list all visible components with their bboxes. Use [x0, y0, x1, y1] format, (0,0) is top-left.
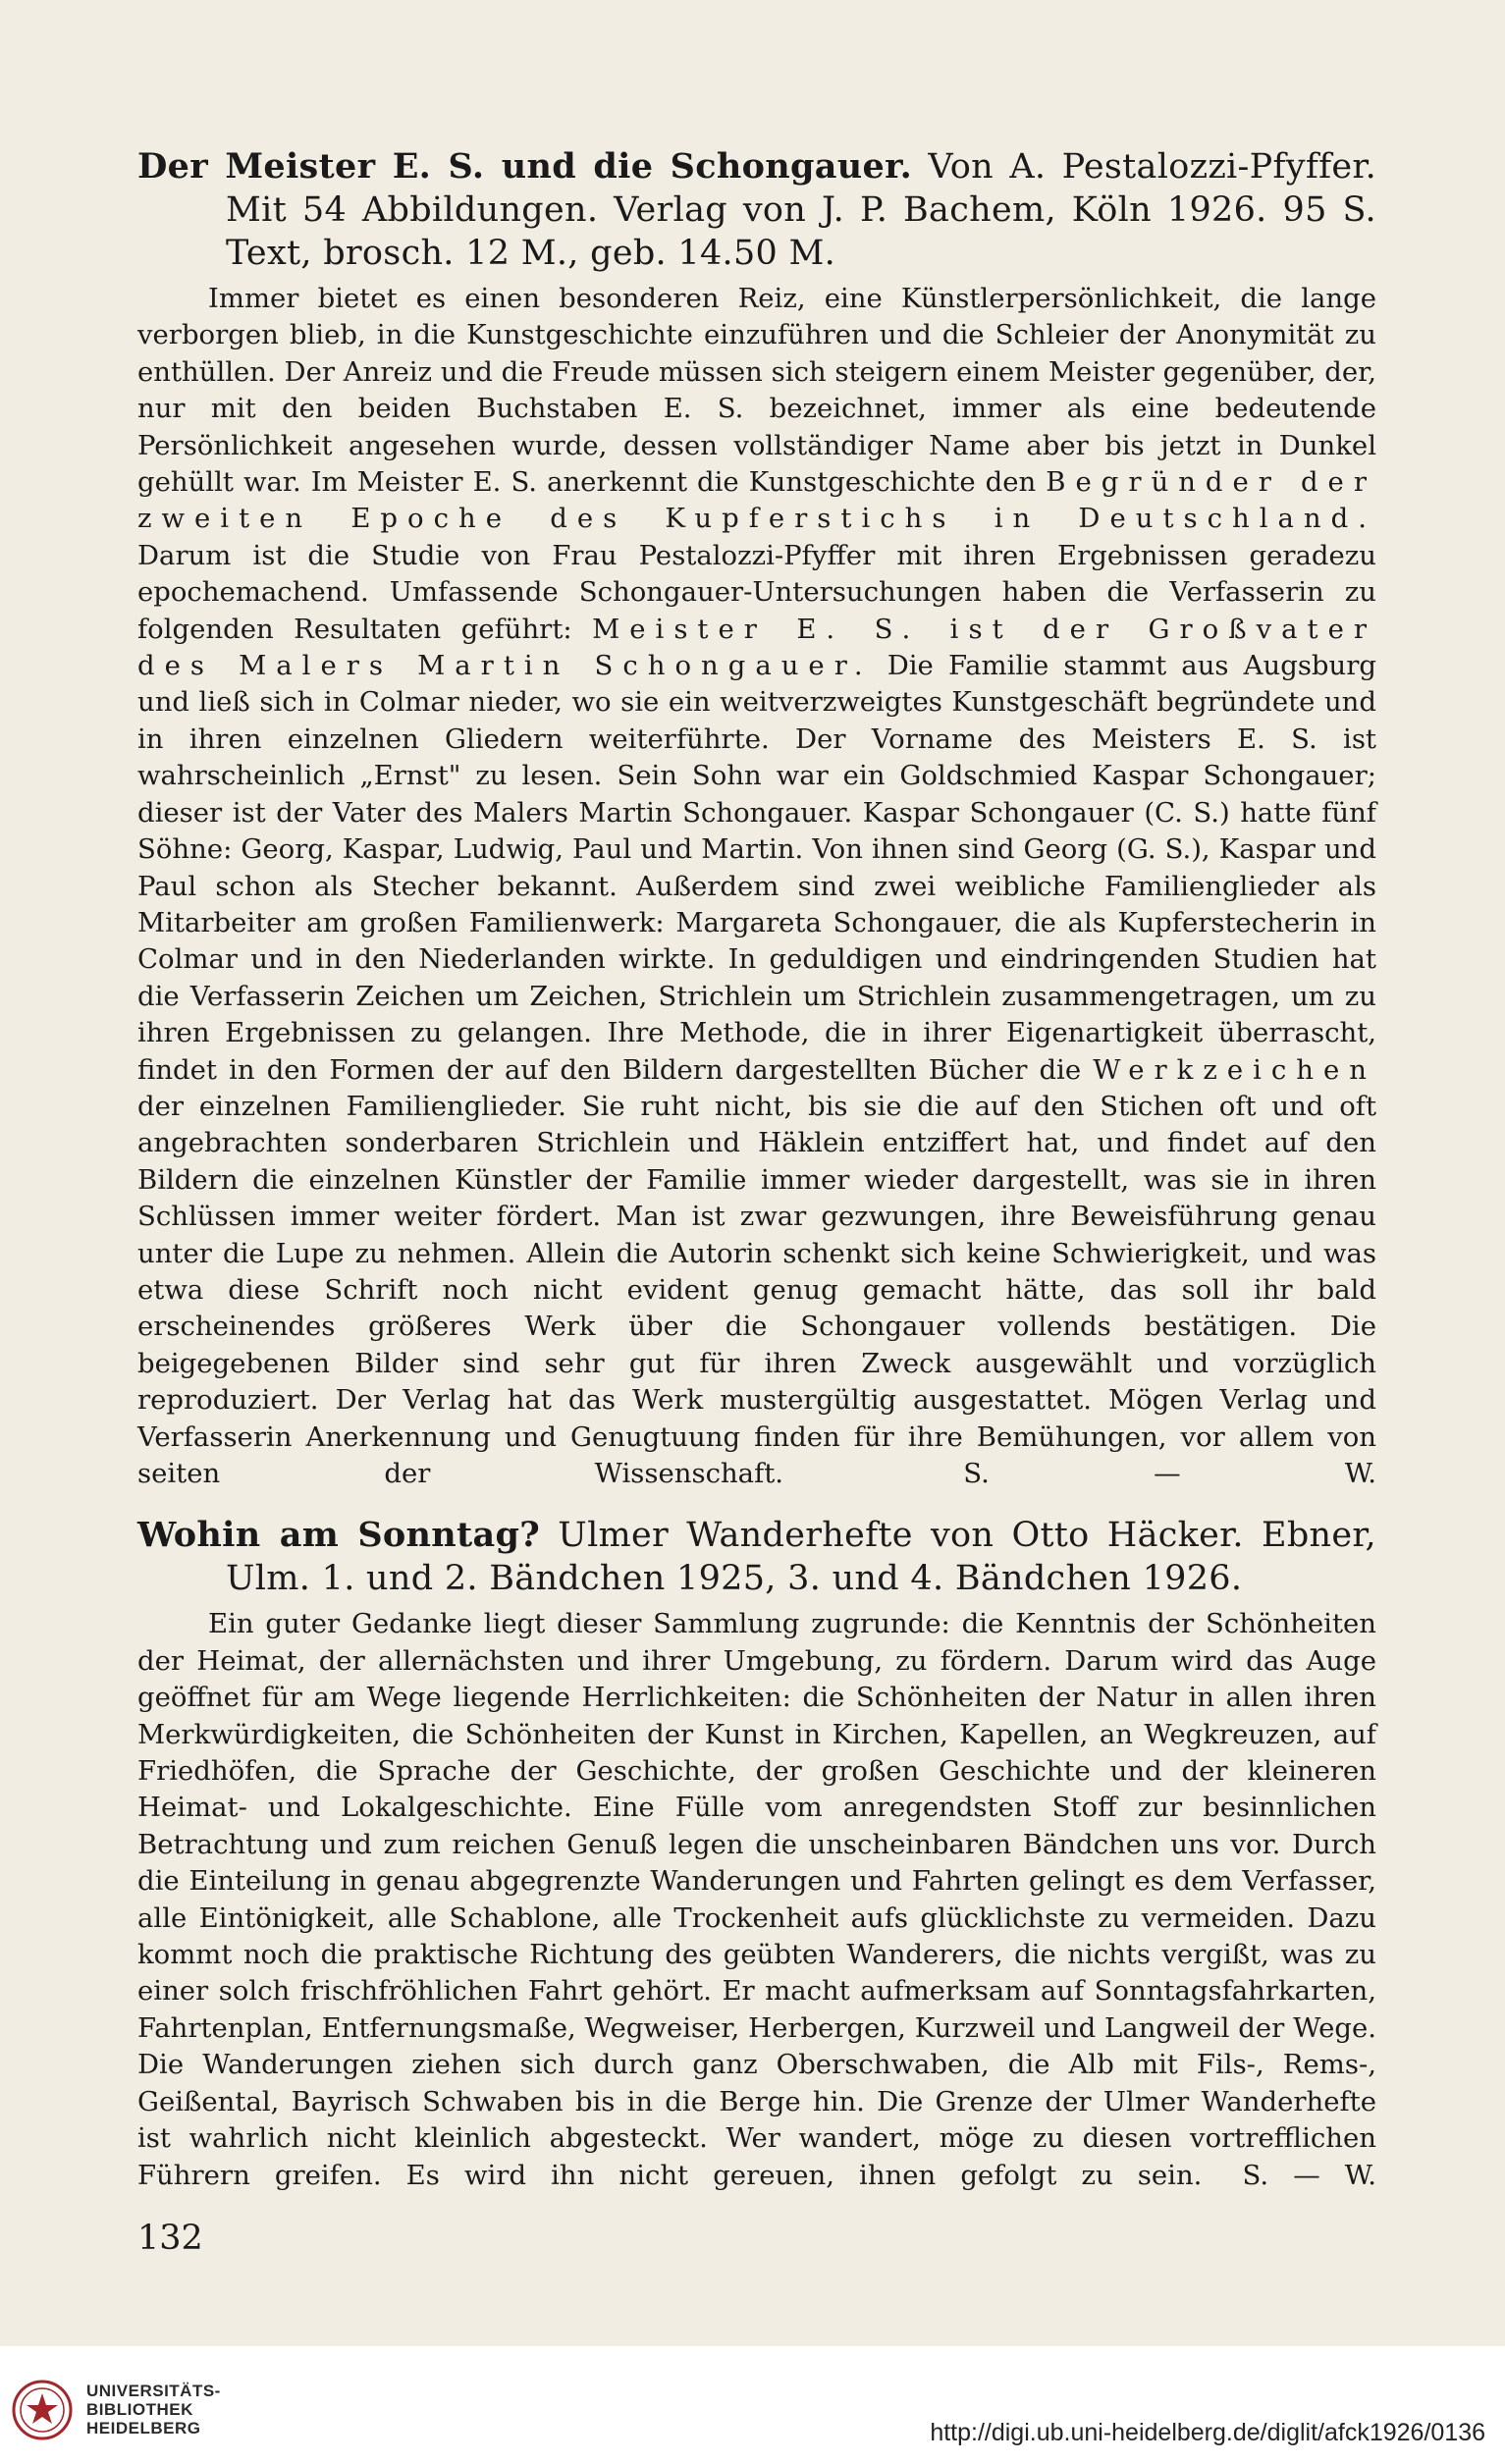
review-2-body — [137, 1606, 1376, 2194]
institution-line: BIBLIOTHEK — [86, 2400, 193, 2419]
source-url[interactable]: http://digi.ub.uni-heidelberg.de/diglit/afck1926/0136 — [930, 2419, 1485, 2446]
review-1 — [137, 145, 1376, 1492]
review-2-title — [137, 1514, 1376, 1600]
review-1-title-bold: Der Meister E. S. und die Schongauer. — [137, 146, 913, 187]
university-seal-icon — [12, 2380, 73, 2440]
review-1-body-part: Die Familie stammt aus Augsburg und ließ sich in Colmar nieder, wo sie ein weitverzweigtes Kunstgeschäft begründete und in ihren einzelnen Gliedern weiterführte. Der Vorname des Meisters E. S. ist wahrscheinlich „Ernst" zu lesen. Sein Sohn war ein Goldschmied Kaspar Schongauer; dieser ist der Vater des Malers Martin Schongauer. Kaspar Schongauer (C. S.) hatte fünf Söhne: Georg, Kaspar, Ludwig, Paul und Martin. Von ihnen sind Georg (G. S.), Kaspar und Paul schon als Stecher bekannt. Außerdem sind zwei weibliche Familienglieder als Mitarbeiter am großen Familienwerk: Margareta Schongauer, die als Kupferstecherin in Colmar und in den Niederlanden wirkte. In geduldigen und eindringenden Studien hat die Verfasserin Zeichen um Zeichen, Strichlein um Strichlein zusammengetragen, um zu ihren Ergebnissen zu gelangen. Ihre Methode, die in ihrer Eigenartigkeit überrascht, findet in den Formen der auf den Bildern dargestellten Bücher die — [137, 650, 1376, 1086]
review-1-signature: S. — W. — [963, 1458, 1376, 1489]
footer-bar — [0, 2346, 1505, 2464]
institution-line: HEIDELBERG — [86, 2419, 201, 2437]
review-1-title-rest: Von A. Pestalozzi-Pfyffer. Mit 54 Abbildungen. Verlag von J. P. Bachem, Köln 1926. 95 S. Text, brosch. 12 M., geb. 14.50 M. — [226, 147, 1376, 273]
review-2-title-rest: Ulmer Wanderhefte von Otto Häcker. Ebner, Ulm. 1. und 2. Bändchen 1925, 3. und 4. Bändchen 1926. — [226, 1516, 1376, 1599]
review-2-signature: S. — W. — [1242, 2159, 1376, 2191]
review-1-emphasis: Begründer der zweiten Epoche des Kupferstichs in Deutschland. — [137, 466, 1376, 535]
review-1-body — [137, 281, 1376, 1492]
review-1-emphasis: Meister E. S. ist der Großvater des Malers Martin Schongauer. — [137, 613, 1376, 682]
review-2-body-text: Ein guter Gedanke liegt dieser Sammlung zugrunde: die Kenntnis der Schönheiten der Heimat, der allernächsten und ihrer Umgebung, zu fördern. Darum wird das Auge geöffnet für am Wege liegende Herrlichkeiten: die Schönheiten der Natur in allen ihren Merkwürdigkeiten, die Schönheiten der Kunst in Kirchen, Kapellen, an Wegkreuzen, auf Friedhöfen, die Sprache der Geschichte, der großen Geschichte und der kleineren Heimat- und Lokalgeschichte. Eine Fülle vom anregendsten Stoff zur besinnlichen Betrachtung und zum reichen Genuß legen die unscheinbaren Bändchen uns vor. Durch die Einteilung in genau abgegrenzte Wanderungen und Fahrten gelingt es dem Verfasser, alle Eintönigkeit, alle Schablone, alle Trockenheit aufs glücklichste zu vermeiden. Dazu kommt noch die praktische Richtung des geübten Wanderers, die nichts vergißt, was zu einer solch frischfröhlichen Fahrt gehört. Er macht aufmerksam auf Sonntagsfahrkarten, Fahrtenplan, Entfernungsmaße, Wegweiser, Herbergen, Kurzweil und Langweil der Wege. Die Wanderungen ziehen sich durch ganz Oberschwaben, die Alb mit Fils-, Rems-, Geißental, Bayrisch Schwaben bis in die Berge hin. Die Grenze der Ulmer Wanderhefte ist wahrlich nicht kleinlich abgesteckt. Wer wandert, möge zu diesen vortrefflichen Führern greifen. Es wird ihn nicht gereuen, ihnen gefolgt zu sein. — [137, 1608, 1376, 2191]
page-content — [137, 145, 1376, 2216]
review-2-title-bold: Wohin am Sonntag? — [137, 1515, 541, 1556]
review-1-body-part: der einzelnen Familienglieder. Sie ruht nicht, bis sie die auf den Stichen oft und oft angebrachten sonderbaren Strichlein und Häklein entziffert hat, und findet auf den Bildern die einzelnen Künstler der Familie immer wieder dargestellt, was sie in ihren Schlüssen immer weiter fördert. Man ist zwar gezwungen, ihre Beweisführung genau unter die Lupe zu nehmen. Allein die Autorin schenkt sich keine Schwierigkeit, und was etwa diese Schrift noch nicht evident genug gemacht hätte, das soll ihr bald erscheinendes größeres Werk über die Schongauer vollends bestätigen. Die beigegebenen Bilder sind sehr gut für ihren Zweck ausgewählt und vorzüglich reproduziert. Der Verlag hat das Werk mustergültig ausgestattet. Mögen Verlag und Verfasserin Anerkennung und Genugtuung finden für ihre Bemühungen, vor allem von seiten der Wissenschaft. — [137, 1090, 1376, 1489]
page-number: 132 — [137, 2219, 203, 2258]
review-1-emphasis: Werkzeichen — [1093, 1053, 1376, 1086]
institution-name — [86, 2382, 221, 2437]
review-1-title — [137, 145, 1376, 275]
review-2 — [137, 1514, 1376, 2194]
review-1-body-part: Darum ist die Studie von Frau Pestalozzi-Pfyffer mit ihren Ergebnissen geradezu epochemachend. Umfassende Schongauer-Untersuchungen haben die Verfasserin zu folgenden Resultaten geführt: — [137, 539, 1376, 645]
institution-line: UNIVERSITÄTS- — [86, 2382, 221, 2400]
review-1-body-part: Immer bietet es einen besonderen Reiz, eine Künstlerpersönlichkeit, die lange verborgen blieb, in die Kunstgeschichte einzuführen und die Schleier der Anonymität zu enthüllen. Der Anreiz und die Freude müssen sich steigern einem Meister gegenüber, der, nur mit den beiden Buchstaben E. S. bezeichnet, immer als eine bedeutende Persönlichkeit angesehen wurde, dessen vollständiger Name aber bis jetzt in Dunkel gehüllt war. Im Meister E. S. anerkennt die Kunstgeschichte den — [137, 283, 1376, 499]
